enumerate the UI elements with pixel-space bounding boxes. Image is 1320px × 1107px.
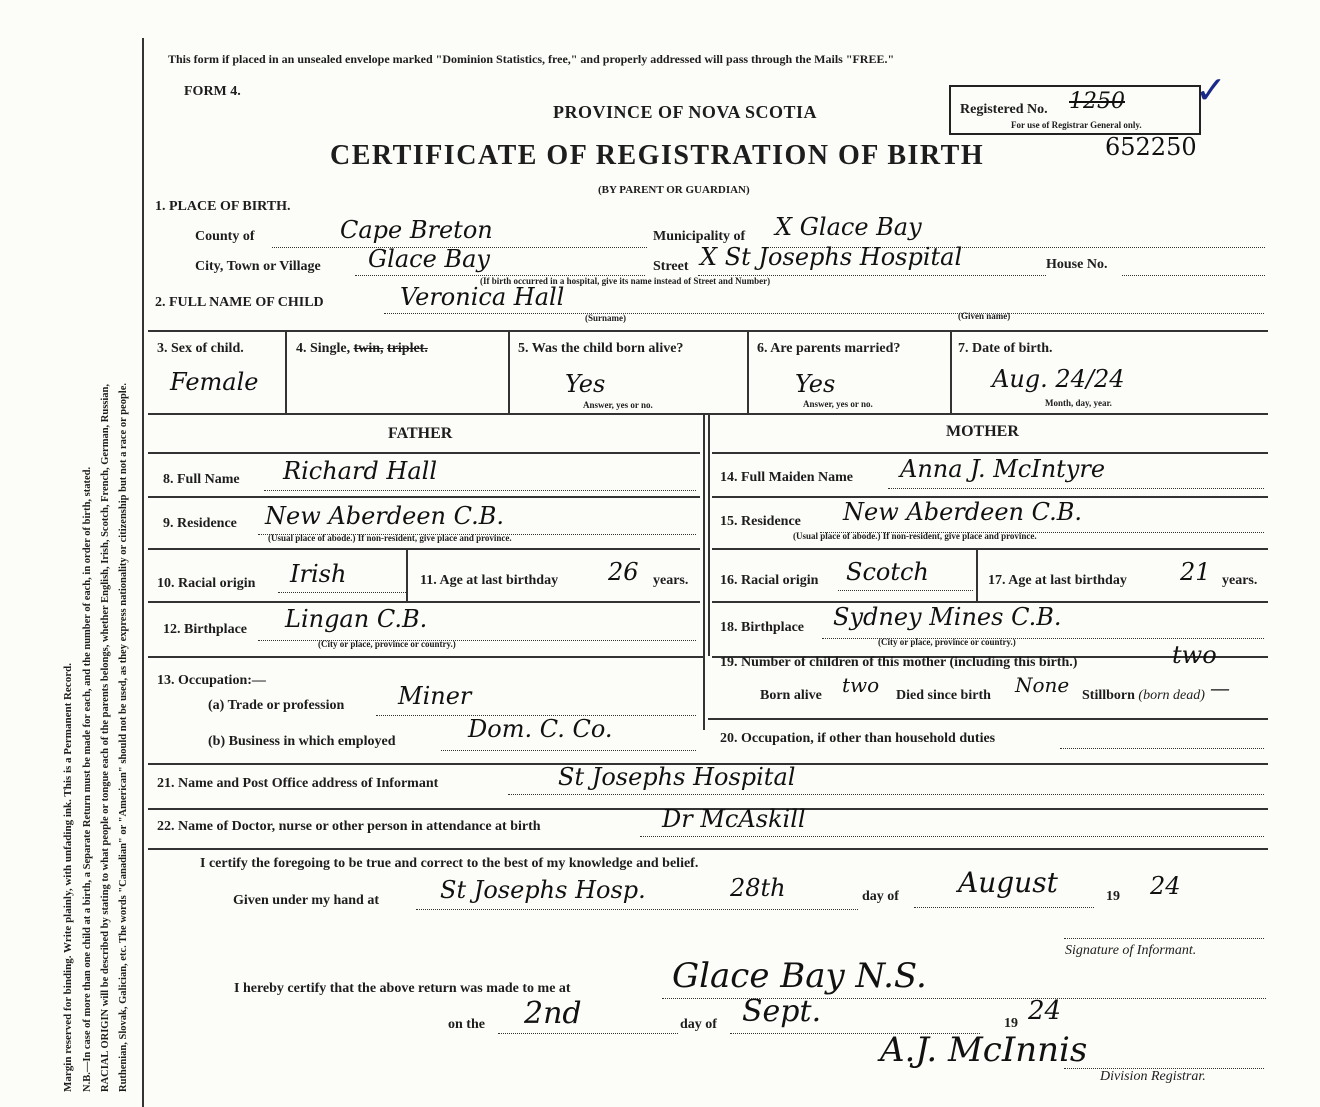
father-residence-value: New Aberdeen C.B. — [265, 502, 505, 530]
father-racial-label: 10. Racial origin — [157, 576, 256, 591]
mother-birthplace-value: Sydney Mines C.B. — [833, 603, 1062, 631]
box-divider — [950, 331, 952, 413]
father-name-label: 8. Full Name — [163, 472, 240, 487]
province-heading: PROVINCE OF NOVA SCOTIA — [553, 102, 818, 122]
registrar-month-value: Sept. — [742, 994, 822, 1029]
county-value: Cape Breton — [340, 216, 493, 244]
father-row-line — [148, 452, 700, 454]
given-place-value: St Josephs Hosp. — [440, 876, 646, 904]
sex-label: 3. Sex of child. — [157, 341, 244, 356]
single-label: 4. Single, — [296, 341, 351, 356]
mother-occupation-rule — [1060, 748, 1264, 749]
died-since-birth-label: Died since birth — [896, 688, 991, 703]
margin-border-line — [142, 38, 144, 1107]
sex-value: Female — [170, 368, 259, 396]
registrar-day-rule — [498, 1033, 678, 1034]
given-day-value: 28th — [730, 874, 786, 902]
mother-residence-value: New Aberdeen C.B. — [843, 498, 1083, 526]
given-place-rule — [416, 909, 858, 910]
mother-row-line — [712, 452, 1268, 454]
nb-note: N.B.—In case of more than one child at a birth, a Separate Return must be made for each, and the number of each, in order of birth, stated. — [82, 466, 93, 1092]
county-label: County of — [195, 229, 255, 244]
doctor-value: Dr McAskill — [662, 805, 806, 833]
mother-racial-value: Scotch — [846, 558, 929, 586]
surname-note: (Surname) — [585, 313, 626, 323]
birth-type — [296, 341, 428, 357]
street-label: Street — [653, 259, 689, 274]
mother-residence-label: 15. Residence — [720, 514, 801, 529]
father-birthplace-note: (City or place, province or country.) — [318, 639, 456, 649]
child-name-label: 2. FULL NAME OF CHILD — [155, 295, 324, 310]
municipality-label: Municipality of — [653, 229, 746, 244]
city-value: Glace Bay — [368, 245, 490, 273]
registrar-on-the: on the — [448, 1017, 485, 1032]
mother-birthplace-note: (City or place, province or country.) — [878, 637, 1016, 647]
registrar-place-value: Glace Bay N.S. — [672, 956, 927, 996]
registrar-day-of: day of — [680, 1017, 717, 1032]
box-divider — [976, 549, 978, 601]
father-row-line — [148, 601, 700, 603]
trade-label: (a) Trade or profession — [208, 698, 345, 713]
informant-signature-label: Signature of Informant. — [1065, 943, 1197, 958]
father-row-line — [148, 656, 703, 658]
father-birthplace-label: 12. Birthplace — [163, 622, 247, 637]
registered-label: Registered No. — [960, 102, 1048, 117]
children-count-label: 19. Number of children of this mother (including this birth.) — [720, 655, 1078, 670]
father-age-value: 26 — [608, 558, 639, 586]
informant-label: 21. Name and Post Office address of Informant — [157, 776, 439, 791]
stillborn-value: — — [1210, 676, 1230, 700]
certificate-title: CERTIFICATE OF REGISTRATION OF BIRTH — [330, 140, 985, 171]
mother-birthplace-label: 18. Birthplace — [720, 620, 804, 635]
mail-notice: This form if placed in an unsealed envelope marked "Dominion Statistics, free," and properly addressed will pass through the Mails "FREE." — [168, 52, 895, 66]
check-mark-icon: ✓ — [1195, 68, 1227, 112]
parents-married-label: 6. Are parents married? — [757, 341, 901, 356]
given-year-value: 24 — [1150, 872, 1181, 900]
stillborn-text: Stillborn — [1082, 688, 1135, 703]
municipality-value: X Glace Bay — [775, 213, 922, 241]
certificate-subtitle: (BY PARENT OR GUARDIAN) — [598, 184, 750, 196]
business-label: (b) Business in which employed — [208, 734, 396, 749]
business-rule — [441, 750, 696, 751]
box-divider — [285, 331, 287, 413]
informant-value: St Josephs Hospital — [558, 763, 796, 791]
registered-number-box — [949, 85, 1201, 135]
father-residence-note: (Usual place of abode.) If non-resident, give place and province. — [268, 533, 512, 543]
doctor-rule — [640, 836, 1264, 837]
given-year-prefix: 19 — [1106, 889, 1120, 904]
given-month-value: August — [958, 866, 1058, 899]
mother-row-line — [708, 718, 1268, 720]
given-name-note: (Given name) — [958, 311, 1011, 321]
father-name-value: Richard Hall — [283, 457, 438, 485]
registrar-note: For use of Registrar General only. — [1011, 120, 1142, 130]
twin-label: twin, — [353, 341, 384, 356]
mother-age-label: 17. Age at last birthday — [988, 573, 1127, 588]
box-divider — [508, 331, 510, 413]
box-divider — [747, 331, 749, 413]
certify-statement: I certify the foregoing to be true and correct to the best of my knowledge and belief. — [200, 856, 699, 871]
child-name-value: Veronica Hall — [400, 283, 565, 311]
street-value: X St Josephs Hospital — [700, 243, 963, 271]
date-of-birth-value: Aug. 24/24 — [992, 365, 1125, 393]
registrar-signature: A.J. McInnis — [880, 1030, 1088, 1070]
father-residence-label: 9. Residence — [163, 516, 237, 531]
mother-racial-rule — [838, 590, 973, 591]
given-under-label: Given under my hand at — [233, 893, 379, 908]
division-registrar-label: Division Registrar. — [1100, 1069, 1206, 1084]
mother-name-label: 14. Full Maiden Name — [720, 470, 853, 485]
informant-signature-rule — [1064, 938, 1264, 939]
house-number-label: House No. — [1046, 257, 1108, 272]
born-alive-note: Answer, yes or no. — [583, 400, 653, 410]
registrar-year-value: 24 — [1028, 996, 1062, 1026]
binding-note: Margin reserved for binding. Write plainly, with unfading ink. This is a Permanent Record. — [62, 663, 74, 1092]
registrar-day-value: 2nd — [524, 996, 582, 1031]
section-divider — [148, 848, 1268, 850]
born-alive-value: Yes — [565, 370, 606, 398]
mother-age-years: years. — [1222, 573, 1258, 588]
parents-married-value: Yes — [795, 370, 836, 398]
parents-column-divider — [703, 414, 705, 730]
mother-name-value: Anna J. McIntyre — [900, 455, 1106, 483]
business-value: Dom. C. Co. — [468, 715, 613, 743]
child-name-rule — [384, 313, 1264, 314]
mother-occupation-label: 20. Occupation, if other than household duties — [720, 731, 996, 746]
parents-column-divider-inner — [708, 414, 710, 656]
stillborn-label — [1082, 688, 1205, 704]
date-of-birth-label: 7. Date of birth. — [958, 341, 1053, 356]
father-row-line — [148, 496, 700, 498]
occupation-label: 13. Occupation:— — [157, 673, 266, 688]
informant-rule — [508, 794, 1264, 795]
father-row-line — [148, 548, 700, 550]
mother-heading: MOTHER — [946, 423, 1019, 440]
house-number-rule — [1122, 275, 1265, 276]
father-racial-rule — [278, 592, 406, 593]
father-age-years: years. — [653, 573, 689, 588]
mother-racial-label: 16. Racial origin — [720, 573, 819, 588]
racial-origin-note-2: Ruthenian, Slovak, Galician, etc. The words "Canadian" or "American" should not be used, as they express nationality or citizenship but not a race or people. — [118, 383, 129, 1092]
father-name-rule — [264, 490, 696, 491]
mother-row-line — [712, 548, 1268, 550]
racial-origin-note-1: RACIAL ORIGIN will be described by stating to what people or tongue each of the parents belongs, whether English, Irish, Scotch, French, German, Russian, — [100, 383, 111, 1092]
stamp-number: 652250 — [1105, 133, 1197, 161]
box-divider — [406, 549, 408, 601]
section-divider-top — [148, 330, 1268, 332]
date-of-birth-note: Month, day, year. — [1045, 398, 1112, 408]
given-day-of-label: day of — [862, 889, 899, 904]
place-of-birth-heading: 1. PLACE OF BIRTH. — [155, 199, 291, 214]
born-alive-label: 5. Was the child born alive? — [518, 341, 684, 356]
parents-married-note: Answer, yes or no. — [803, 399, 873, 409]
born-alive-count-label: Born alive — [760, 688, 822, 703]
mother-residence-note: (Usual place of abode.) If non-resident, give place and province. — [793, 531, 1037, 541]
city-label: City, Town or Village — [195, 259, 321, 274]
father-heading: FATHER — [388, 425, 453, 442]
triplet-label: triplet. — [387, 341, 428, 356]
father-birthplace-value: Lingan C.B. — [285, 605, 428, 633]
mother-age-value: 21 — [1180, 558, 1211, 586]
registered-value: 1250 — [1069, 89, 1125, 114]
registrar-year-prefix: 19 — [1004, 1016, 1018, 1031]
born-alive-count-value: two — [842, 673, 880, 697]
given-month-rule — [914, 907, 1094, 908]
binding-margin — [0, 0, 140, 1107]
registrar-statement: I hereby certify that the above return was made to me at — [234, 981, 571, 996]
mother-name-rule — [888, 488, 1264, 489]
stillborn-note: (born dead) — [1138, 688, 1205, 703]
died-since-birth-value: None — [1015, 673, 1070, 697]
trade-value: Miner — [398, 682, 472, 710]
form-number: FORM 4. — [184, 84, 241, 99]
father-racial-value: Irish — [290, 560, 347, 588]
hospital-note: (If birth occurred in a hospital, give its name instead of Street and Number) — [480, 276, 771, 286]
children-count-value: two — [1172, 641, 1217, 669]
father-age-label: 11. Age at last birthday — [420, 573, 559, 588]
doctor-label: 22. Name of Doctor, nurse or other person in attendance at birth — [157, 819, 541, 834]
